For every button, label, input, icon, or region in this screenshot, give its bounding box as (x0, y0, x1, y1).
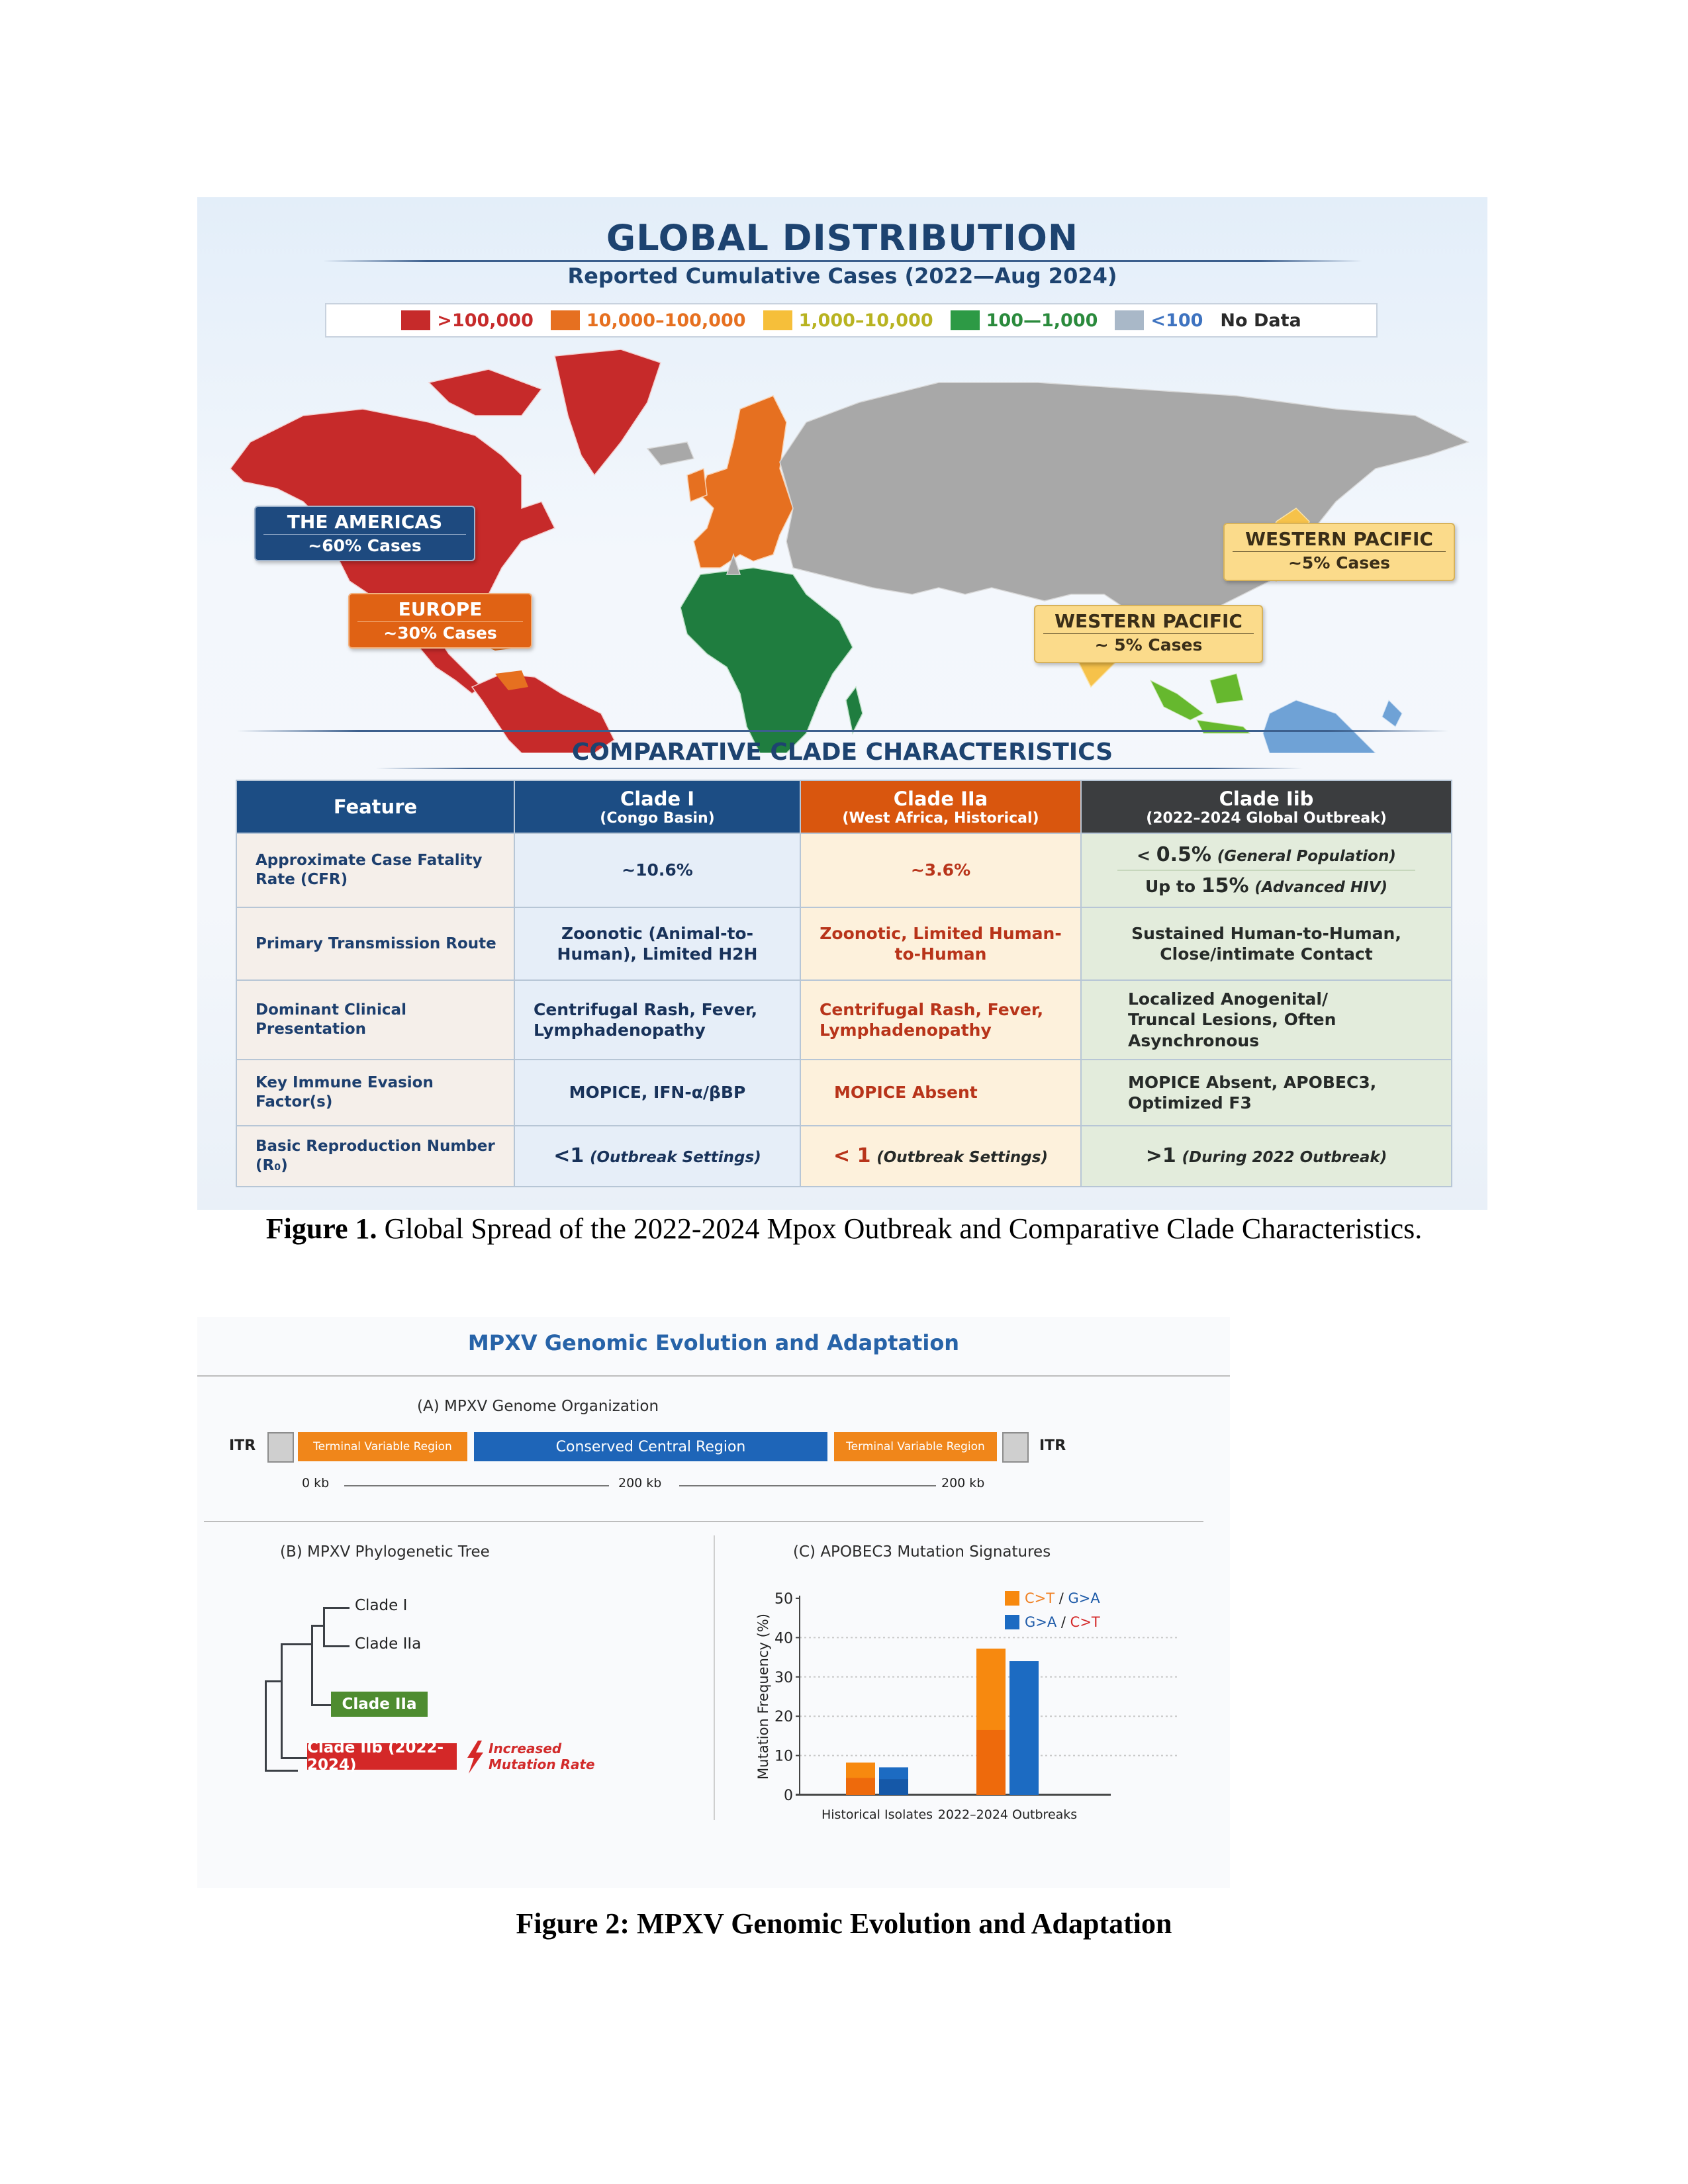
cell-clade-iib: Localized Anogenital/ Truncal Lesions, Often Asynchronous (1081, 980, 1452, 1060)
tree-branch (323, 1645, 350, 1647)
figure-2-caption: Figure 2: MPXV Genomic Evolution and Adaptation (516, 1907, 1172, 1940)
figure-1-global-distribution (197, 197, 1487, 1210)
cell-clade-i: MOPICE, IFN-α/βBP (514, 1060, 800, 1126)
callout-western-pacific-region: WESTERN PACIFIC (1233, 528, 1446, 552)
callout-western-pacific-1 (1223, 523, 1455, 581)
bar-inner-segment (846, 1778, 875, 1795)
cell-clade-iib: MOPICE Absent, APOBEC3, Optimized F3 (1081, 1060, 1452, 1126)
map-region-southeast-asia (1150, 674, 1250, 733)
legend-no-data: No Data (1220, 310, 1301, 331)
legend-swatch (551, 310, 580, 330)
y-tick-label: 10 (774, 1748, 793, 1765)
cfr-hiv: Up to 15% (Advanced HIV) (1145, 874, 1388, 897)
row-label: Approximate Case Fatality Rate (CFR) (236, 833, 514, 907)
figure-2-title-divider (197, 1375, 1230, 1377)
map-region-europe (687, 396, 793, 568)
cell-clade-iia: ~3.6% (800, 833, 1081, 907)
cell-clade-iia: < 1 (Outbreak Settings) (800, 1126, 1081, 1187)
legend-label-part: / (1055, 1590, 1068, 1606)
callout-western-pacific-share: ~5% Cases (1288, 553, 1391, 572)
bar-inner-segment (879, 1779, 908, 1795)
tree-leaf-clade-iia: Clade IIa (355, 1635, 422, 1653)
figure-1-label: Figure 1. (265, 1212, 377, 1245)
header-clade-iib: Clade Iib (2022–2024 Global Outbreak) (1081, 780, 1452, 833)
cell-clade-iia: MOPICE Absent (800, 1060, 1081, 1126)
tree-leaf-clade-iib-box: Clade IIb (2022-2024) (307, 1743, 457, 1770)
tree-branch (323, 1607, 350, 1609)
itr-right-block (1002, 1432, 1029, 1463)
cell-clade-iia: Zoonotic, Limited Human-to-Human (800, 907, 1081, 980)
bar-g-to-a (1009, 1661, 1039, 1795)
legend-label: 1,000–10,000 (798, 310, 933, 331)
legend-swatch (401, 310, 430, 330)
clade-comparison-table (236, 780, 1452, 1187)
header-clade-i: Clade I (Congo Basin) (514, 780, 800, 833)
tree-branch (281, 1643, 312, 1645)
mutation-signature-chart (740, 1569, 1203, 1846)
cell-clade-iib: Sustained Human-to-Human, Close/intimate Contact (1081, 907, 1452, 980)
y-tick-label: 0 (784, 1788, 793, 1804)
legend-item (551, 310, 746, 331)
cell-clade-i: ~10.6% (514, 833, 800, 907)
legend-label: <100 (1150, 310, 1203, 331)
y-axis-label: Mutation Frequency (%) (755, 1614, 771, 1780)
callout-western-pacific-region: WESTERN PACIFIC (1043, 610, 1254, 634)
scale-line (679, 1485, 936, 1486)
legend-label-part: G>A (1025, 1614, 1057, 1630)
figure-1-caption (0, 1211, 1688, 1247)
x-tick-label: Historical Isolates (821, 1807, 933, 1822)
bar-inner-segment (976, 1730, 1006, 1795)
terminal-variable-region-right: Terminal Variable Region (834, 1432, 997, 1461)
cfr-general: < 0.5% (General Population) (1117, 842, 1415, 872)
legend-swatch (1115, 310, 1144, 330)
table-row (236, 980, 1452, 1060)
legend-item (951, 310, 1098, 331)
title-divider (323, 260, 1362, 262)
legend-label: 100—1,000 (986, 310, 1098, 331)
callout-europe-share: ~30% Cases (383, 623, 497, 643)
table-header-row (236, 780, 1452, 833)
legend-label (1025, 1590, 1100, 1606)
panel-divider-horizontal (204, 1521, 1203, 1522)
scale-label-start: 0 kb (302, 1476, 330, 1490)
y-tick-label: 20 (774, 1709, 793, 1726)
table-row (236, 907, 1452, 980)
tree-leaf-clade-iia-box: Clade IIa (331, 1692, 428, 1717)
legend-item (763, 310, 933, 331)
legend-item (401, 310, 534, 331)
row-label: Basic Reproduction Number (R₀) (236, 1126, 514, 1187)
table-title-underline (376, 768, 1303, 769)
legend-swatch (951, 310, 980, 330)
tree-leaf-clade-i: Clade I (355, 1597, 408, 1614)
legend-label: 10,000–100,000 (586, 310, 746, 331)
panel-b-title: (B) MPXV Phylogenetic Tree (280, 1543, 490, 1561)
header-clade-iia: Clade IIa (West Africa, Historical) (800, 780, 1081, 833)
tree-branch (311, 1625, 313, 1706)
callout-americas-region: THE AMERICAS (263, 511, 466, 535)
tree-branch (265, 1680, 267, 1771)
conserved-central-region: Conserved Central Region (474, 1432, 827, 1461)
y-tick-label: 50 (774, 1591, 793, 1608)
legend-item (1115, 310, 1203, 331)
callout-americas (254, 506, 475, 561)
cell-clade-iib: >1 (During 2022 Outbreak) (1081, 1126, 1452, 1187)
callout-europe-region: EUROPE (357, 598, 523, 622)
callout-europe (348, 593, 532, 649)
figure-2-genomic-evolution (197, 1317, 1230, 1888)
y-tick-label: 30 (774, 1669, 793, 1686)
callout-western-pacific-2 (1034, 605, 1263, 663)
cell-clade-iia: Centrifugal Rash, Fever, Lymphadenopathy (800, 980, 1081, 1060)
panel-divider-vertical (714, 1535, 715, 1820)
tree-branch (265, 1680, 282, 1682)
tree-branch (311, 1625, 324, 1627)
terminal-variable-region-left: Terminal Variable Region (298, 1432, 467, 1461)
callout-americas-share: ~60% Cases (308, 536, 422, 555)
tree-branch (323, 1607, 325, 1647)
row-label: Primary Transmission Route (236, 907, 514, 980)
y-tick-label: 40 (774, 1630, 793, 1647)
legend-swatch (763, 310, 792, 330)
scale-label-end: 200 kb (941, 1476, 985, 1490)
lightning-bolt-icon (465, 1741, 486, 1774)
legend-label-part: / (1056, 1614, 1070, 1630)
tree-branch (311, 1704, 331, 1706)
map-region-africa (680, 568, 863, 753)
table-title: COMPARATIVE CLADE CHARACTERISTICS (571, 739, 1113, 766)
legend-label-part: C>T (1025, 1590, 1055, 1606)
figure-2-title: MPXV Genomic Evolution and Adaptation (467, 1330, 960, 1355)
itr-left-label: ITR (229, 1437, 256, 1454)
cell-clade-iib (1081, 833, 1452, 907)
legend-label: >100,000 (437, 310, 534, 331)
itr-right-label: ITR (1039, 1437, 1066, 1454)
itr-left-block (267, 1432, 294, 1463)
figure-1-title: GLOBAL DISTRIBUTION (606, 217, 1079, 259)
legend-label-part: C>T (1070, 1614, 1100, 1630)
legend-label (1025, 1614, 1100, 1630)
section-divider (237, 730, 1448, 732)
tree-branch (281, 1757, 307, 1759)
x-tick-label: 2022–2024 Outbreaks (937, 1807, 1078, 1822)
cell-clade-i: Zoonotic (Animal-to-Human), Limited H2H (514, 907, 800, 980)
tree-branch (265, 1770, 298, 1772)
legend-label-part: G>A (1068, 1590, 1100, 1606)
panel-a-title: (A) MPXV Genome Organization (417, 1398, 659, 1415)
figure-1-subtitle: Reported Cumulative Cases (2022—Aug 2024) (567, 263, 1117, 289)
map-legend (325, 303, 1378, 338)
callout-western-pacific-share: ~ 5% Cases (1094, 635, 1203, 655)
cell-clade-i: Centrifugal Rash, Fever, Lymphadenopathy (514, 980, 800, 1060)
scale-label-mid: 200 kb (618, 1476, 662, 1490)
cell-clade-i: <1 (Outbreak Settings) (514, 1126, 800, 1187)
figure-1-caption-text: Global Spread of the 2022-2024 Mpox Outbreak and Comparative Clade Characteristics. (377, 1212, 1423, 1245)
scale-line (344, 1485, 609, 1486)
legend-swatch (1005, 1591, 1019, 1606)
tree-branch (281, 1643, 283, 1758)
increased-mutation-rate-label: Increased Mutation Rate (489, 1741, 595, 1772)
header-feature: Feature (236, 780, 514, 833)
table-row (236, 1060, 1452, 1126)
row-label: Dominant Clinical Presentation (236, 980, 514, 1060)
table-row (236, 833, 1452, 907)
panel-c-title: (C) APOBEC3 Mutation Signatures (793, 1543, 1051, 1561)
table-row (236, 1126, 1452, 1187)
legend-swatch (1005, 1615, 1019, 1629)
row-label: Key Immune Evasion Factor(s) (236, 1060, 514, 1126)
